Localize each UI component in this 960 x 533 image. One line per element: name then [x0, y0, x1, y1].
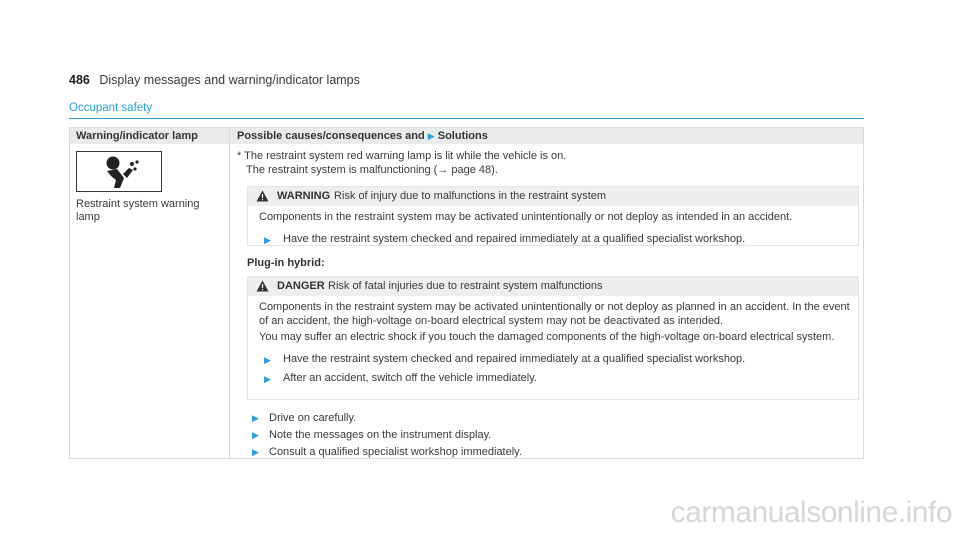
danger-callout [247, 276, 859, 400]
col-header-lamp: Warning/indicator lamp [76, 130, 198, 142]
plugin-hybrid-heading: Plug-in hybrid: [247, 257, 325, 269]
danger-step-1 [259, 353, 850, 367]
cause-line-1: * The restraint system red warning lamp is lit while the vehicle is on. [237, 150, 567, 162]
watermark: carmanualsonline.info [670, 496, 952, 529]
danger-body-text-2: You may suffer an electric shock if you touch the damaged components of the high-voltage on-board electrical system. [259, 331, 835, 343]
danger-title: Risk of fatal injuries due to restraint system malfunctions [328, 280, 603, 292]
danger-callout-header [248, 277, 858, 296]
danger-body-text-1: Components in the restraint system may be activated unintentionally or not deploy as planned in an accident. In the event of an accident, the high-voltage on-board electrical system may not be deactivated as intended. [259, 301, 850, 327]
danger-step-2-text: After an accident, switch off the vehicle immediately. [283, 372, 537, 384]
col-header-solutions-text: Solutions [437, 130, 488, 142]
column-divider [229, 128, 230, 458]
play-arrow-icon: ▶ [427, 131, 435, 141]
cause-text [237, 150, 566, 177]
warning-title: Risk of injury due to malfunctions in the restraint system [334, 190, 607, 202]
play-arrow-icon: ▶ [264, 374, 271, 384]
danger-callout-body [248, 296, 858, 386]
col-header-causes-text: Possible causes/consequences and [237, 130, 425, 142]
play-arrow-icon: ▶ [264, 354, 271, 365]
final-step-1-text: Drive on carefully. [269, 412, 357, 424]
warning-step-text: Have the restraint system checked and repaired immediately at a qualified specialist workshop. [283, 232, 746, 245]
page-number: 486 [69, 73, 90, 87]
warning-body-text: Components in the restraint system may be activated unintentionally or not deploy as intended in an accident. [259, 211, 793, 223]
section-divider [69, 118, 864, 119]
airbag-warning-icon [77, 152, 161, 191]
play-arrow-icon: ▶ [252, 413, 259, 423]
warning-keyword: WARNING [277, 190, 331, 202]
play-arrow-icon: ▶ [264, 234, 271, 245]
warning-callout [247, 186, 859, 246]
danger-step-2 [259, 372, 850, 386]
lamp-symbol-box [76, 151, 162, 192]
danger-keyword: DANGER [277, 280, 325, 292]
warning-step [259, 233, 858, 247]
lamp-table [69, 127, 864, 459]
lamp-label: Restraint system warning lamp [76, 198, 200, 223]
section-title: Occupant safety [69, 102, 153, 114]
danger-step-1-text: Have the restraint system checked and repaired immediately at a qualified specialist workshop. [283, 352, 746, 365]
play-arrow-icon: ▶ [252, 430, 259, 440]
final-step-2-text: Note the messages on the instrument display. [269, 429, 492, 441]
play-arrow-icon: ▶ [252, 447, 259, 457]
warning-callout-body [248, 206, 858, 246]
final-step-3-text: Consult a qualified specialist workshop immediately. [269, 446, 522, 458]
warning-callout-header [248, 187, 858, 206]
warning-triangle-icon [256, 190, 269, 202]
table-header [70, 128, 863, 144]
page-header-title: Display messages and warning/indicator lamps [99, 73, 360, 87]
cause-line-2[interactable]: The restraint system is malfunctioning (→ page 48). [246, 163, 498, 176]
warning-triangle-icon [256, 280, 269, 292]
page-header [69, 73, 360, 87]
col-header-causes [237, 130, 488, 142]
